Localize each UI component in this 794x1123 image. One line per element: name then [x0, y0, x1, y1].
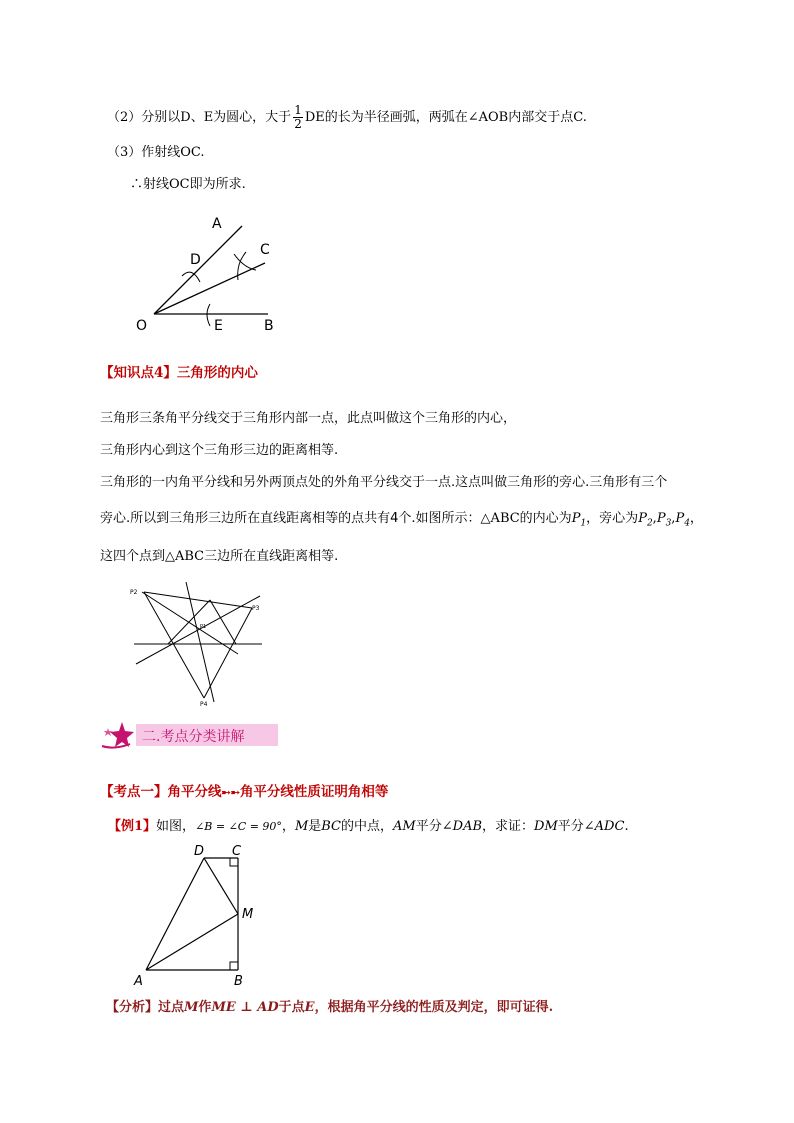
label-B: B — [234, 974, 243, 989]
section-banner — [100, 720, 286, 750]
label-P4: P4 — [200, 701, 208, 708]
paragraph-3-line-3: 这四个点到△ABC三边所在直线距离相等. — [100, 549, 339, 564]
paragraph-1: 三角形三条角平分线交于三角形内部一点，此点叫做这个三角形的内心， — [100, 411, 517, 426]
label-A: A — [134, 974, 143, 989]
angle-bisector-figure — [130, 208, 290, 338]
step3-line: （3）作射线OC. — [107, 145, 205, 160]
paragraph-3-line-2: 旁心.所以到三角形三边所在直线距离相等的点共有4个.如图所示：△ABC的内心为$P_1$，旁心为$P_2,P_3,P_4$， — [100, 511, 703, 529]
ray-OA — [154, 226, 242, 314]
label-B: B — [264, 318, 274, 334]
label-D: D — [194, 844, 205, 859]
arc-E — [207, 304, 210, 326]
p1-symbol: $P_1$ — [571, 511, 587, 529]
star-icon — [100, 720, 136, 750]
label-C: C — [260, 242, 270, 258]
label-P2: P2 — [130, 589, 138, 596]
step2-line — [107, 104, 587, 131]
arc-C1 — [234, 254, 256, 270]
p3-symbol: $P_3$ — [656, 511, 672, 529]
example-1-line: 【例1】如图，∠B = ∠C = 90°，M是BC的中点，AM平分∠DAB，求证：DM平分∠ADC. — [108, 819, 629, 834]
exam-point-1-heading: 【考点一】角平分线➸➸角平分线性质证明角相等 — [100, 784, 389, 800]
kp4-bracket: 【知识点4】 — [100, 365, 177, 381]
analysis-line: 【分析】过点M作ME ⊥ AD于点E，根据角平分线的性质及判定，即可证得. — [106, 1000, 554, 1015]
incenter-excenter-figure — [128, 582, 268, 708]
arc-C2 — [238, 252, 246, 280]
label-O: O — [136, 318, 148, 334]
label-P1: P1 — [200, 624, 207, 630]
label-A: A — [212, 216, 222, 232]
paragraph-2: 三角形内心到这个三角形三边的距离相等. — [100, 443, 339, 458]
paragraph-3-line-1: 三角形的一内角平分线和另外两顶点处的外角平分线交于一点.这点叫做三角形的旁心.三角形有三个 — [100, 475, 668, 490]
label-D: D — [190, 252, 201, 268]
label-P3: P3 — [252, 605, 260, 612]
right-angle-B — [230, 962, 238, 970]
step2-prefix: （2）分别以D、E为圆心，大于 — [107, 110, 292, 125]
step2-suffix: DE的长为半径画弧，两弧在∠AOB内部交于点C. — [304, 110, 587, 125]
p4-symbol: $P_4$ — [675, 511, 690, 529]
section-title: 二.考点分类讲解 — [142, 729, 245, 745]
kp4-title: 三角形的内心 — [176, 365, 258, 381]
label-E: E — [214, 318, 223, 334]
label-C: C — [232, 844, 242, 859]
p2-symbol: $P_2$ — [638, 511, 653, 529]
example-1-bracket: 【例1】 — [108, 819, 157, 834]
knowledge-point-4-heading — [100, 361, 258, 381]
quadrilateral-figure — [128, 840, 268, 990]
arrow-icon: ➸➸ — [221, 786, 240, 799]
conclusion-line: ∴射线OC即为所求. — [130, 177, 246, 192]
label-M: M — [242, 907, 254, 922]
ray-OC — [154, 263, 265, 314]
right-angle-C — [230, 858, 238, 866]
one-half-fraction: $\frac{1}{2}$ — [294, 103, 302, 131]
